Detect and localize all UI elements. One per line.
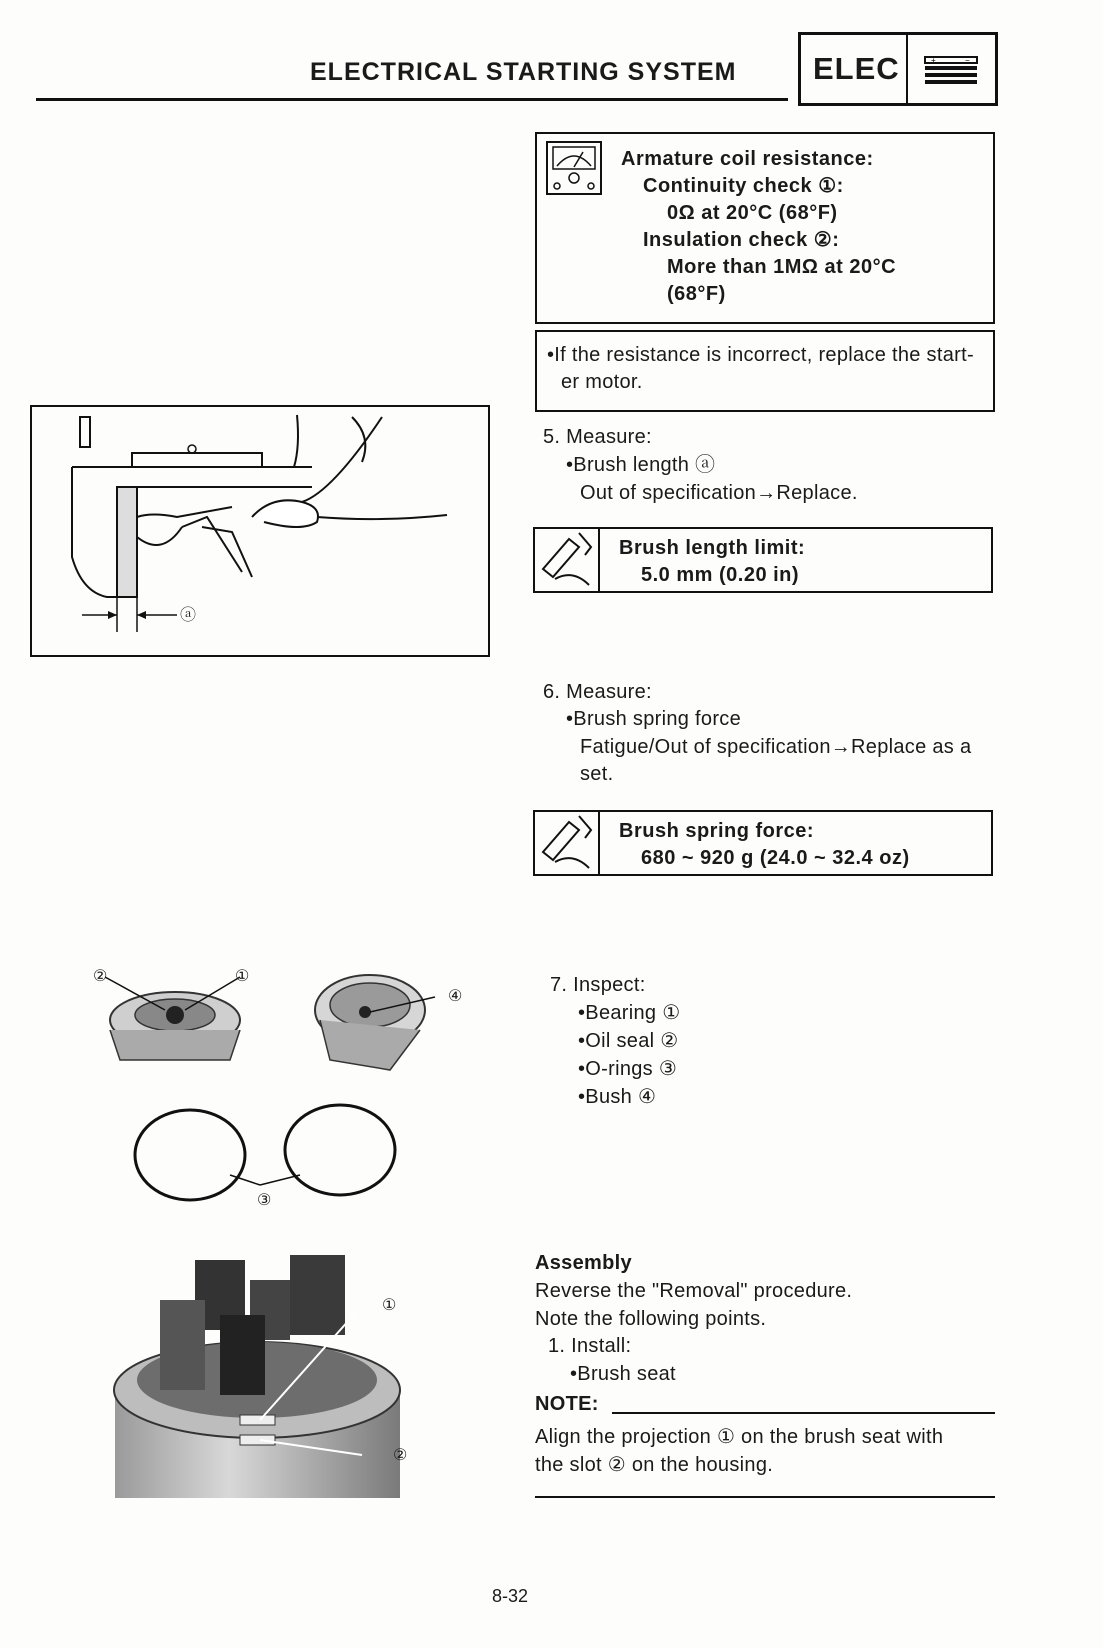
bearing-label-4: ④ [448,988,463,1005]
armature-spec-box [535,132,995,324]
svg-text:+: + [931,56,936,65]
armature-note-box [535,330,995,412]
step7-heading: 7. Inspect: [550,974,646,996]
bearing-figure [70,960,490,1210]
page-title: ELECTRICAL STARTING SYSTEM [310,58,737,86]
header-rule [36,98,788,101]
brush-length-value: 5.0 mm (0.20 in) [641,564,800,586]
step7-item-oil-seal: •Oil seal ② [578,1030,679,1052]
assembly-line1: Reverse the "Removal" procedure. [535,1280,853,1302]
brush-seat-label-1: ① [382,1297,397,1314]
svg-text:−: − [965,56,970,65]
insulation-label: Insulation check ②: [643,229,840,251]
section-badge [798,32,998,106]
armature-note-line2: er motor. [561,371,643,393]
step6-action-line1: Fatigue/Out of specification→Replace as a [580,736,972,758]
step7-item-bearing: •Bearing ① [578,1002,681,1024]
caliper-icon [535,529,601,591]
page-number: 8-32 [492,1586,529,1606]
brush-spring-value: 680 ~ 920 g (24.0 ~ 32.4 oz) [641,847,910,869]
step7-item-o-rings: •O-rings ③ [578,1058,678,1080]
bearing-label-2: ② [93,968,108,985]
section-code: ELEC [813,51,900,86]
note-label: NOTE: [535,1393,599,1415]
continuity-label: Continuity check ①: [643,175,844,197]
continuity-value: 0Ω at 20°C (68°F) [667,202,838,224]
brush-seat-label-2: ② [393,1447,408,1464]
assembly-heading: Assembly [535,1252,632,1274]
caliper-icon [535,812,601,874]
assembly-step1: 1. Install: [548,1335,632,1357]
assembly-line2: Note the following points. [535,1308,767,1330]
assembly-step1-item: •Brush seat [570,1363,676,1385]
ohmmeter-icon [545,140,603,196]
step5-heading: 5. Measure: [543,426,652,448]
insulation-value-2: (68°F) [667,283,726,305]
brush-spring-title: Brush spring force: [619,820,815,842]
bearing-label-1: ① [235,968,250,985]
brush-length-spec-box [533,527,993,593]
caliper-illustration [32,407,488,655]
note-line1: Align the projection ① on the brush seat with [535,1426,944,1448]
brush-spring-spec-box [533,810,993,876]
section-badge-divider [906,35,908,103]
step6-item: •Brush spring force [566,708,741,730]
note-rule-top [612,1412,995,1414]
note-rule-bottom [535,1496,995,1498]
brush-length-title: Brush length limit: [619,537,806,559]
bearing-label-3: ③ [257,1192,272,1209]
caliper-label-a: ⓐ [180,607,197,624]
step6-action-line2: set. [580,763,614,785]
step6-heading: 6. Measure: [543,681,652,703]
step7-item-bush: •Bush ④ [578,1086,657,1108]
armature-note-line1: •If the resistance is incorrect, replace the start- [547,344,974,366]
note-line2: the slot ② on the housing. [535,1454,774,1476]
brush-seat-figure [100,1240,420,1505]
battery-icon [923,53,979,89]
caliper-figure [30,405,490,657]
step5-item: •Brush length ⓐ [566,454,716,476]
insulation-value-1: More than 1MΩ at 20°C [667,256,897,278]
step5-action: Out of specification→Replace. [580,482,858,504]
armature-title: Armature coil resistance: [621,148,874,170]
